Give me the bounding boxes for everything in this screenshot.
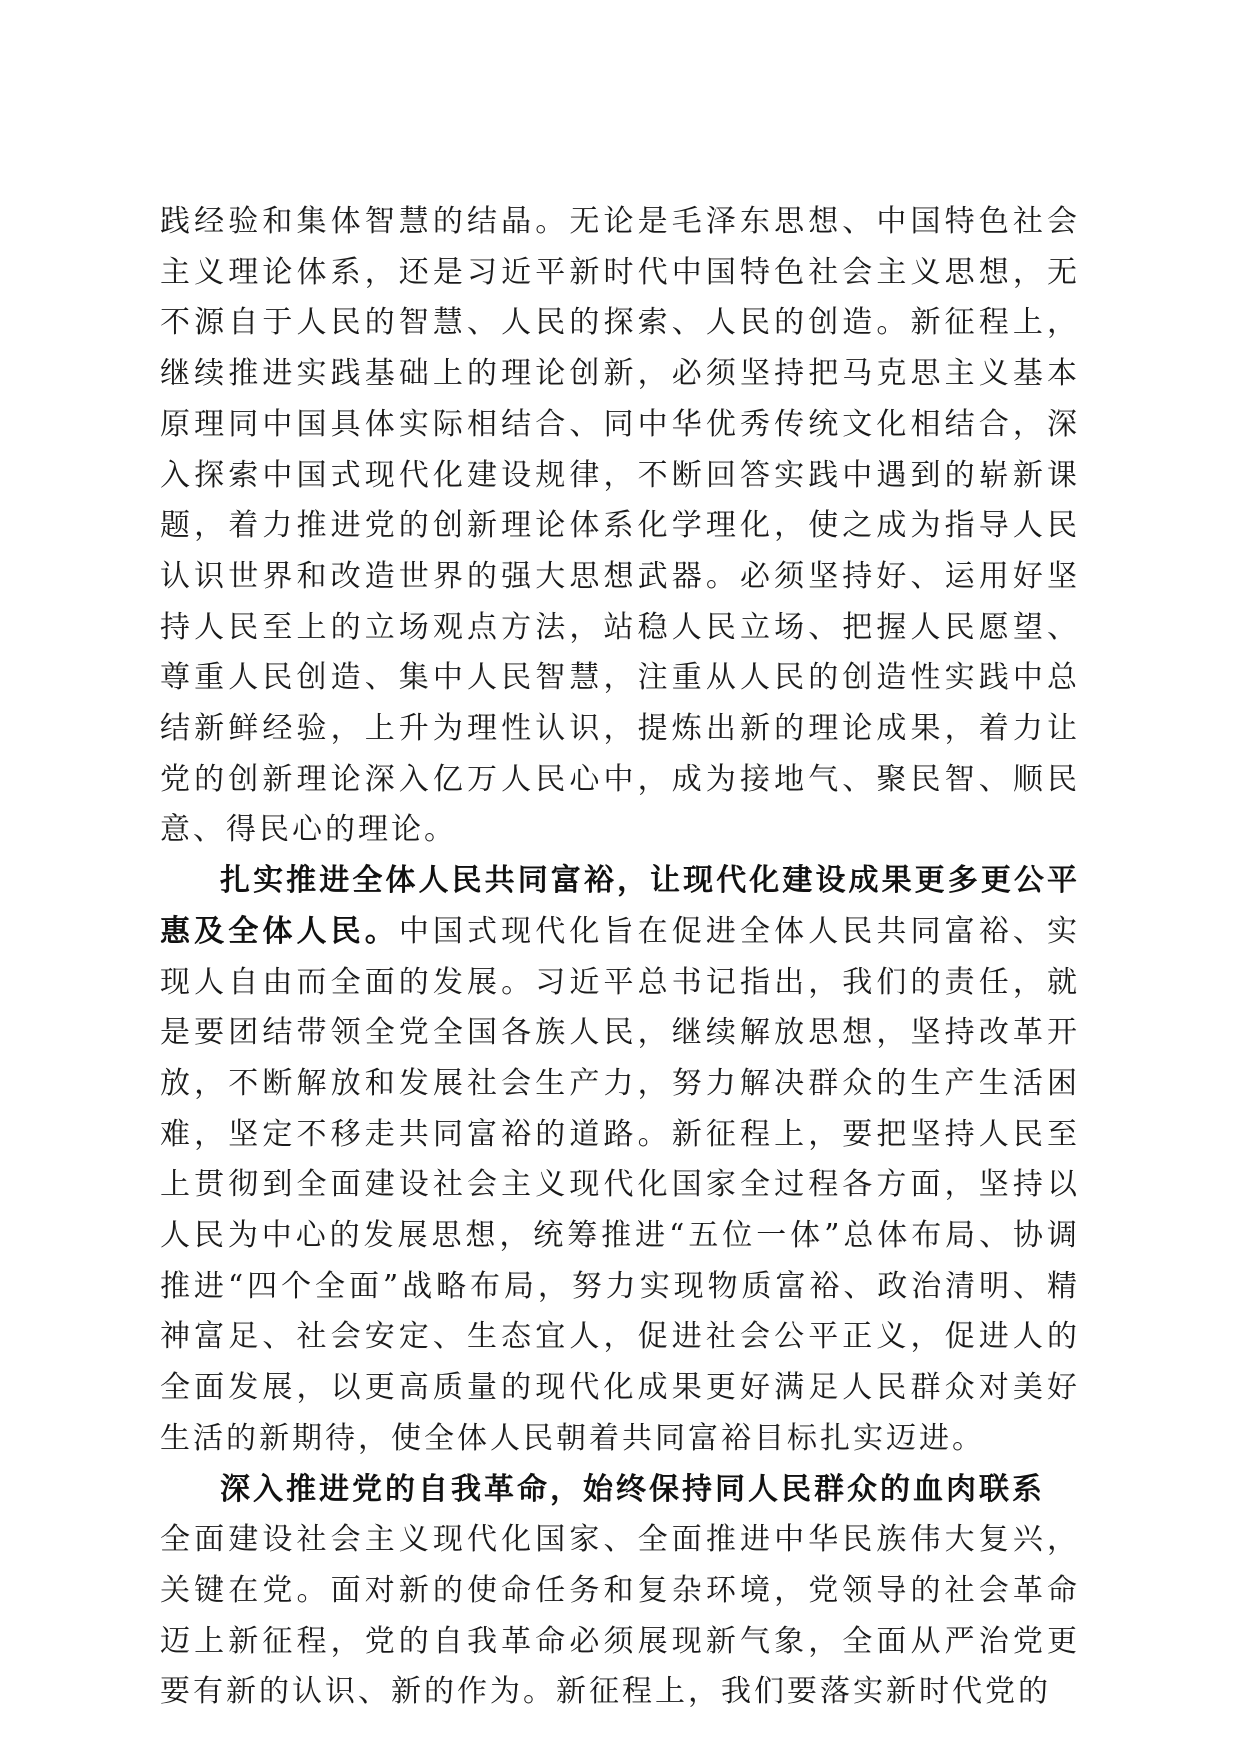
- paragraph-1: [160, 197, 1080, 856]
- paragraph-2: [160, 856, 1080, 1464]
- paragraph-2-heading: 扎实推进全体人民共同富裕，让现代化建设成果更多更公平惠及全体人民。: [160, 863, 1080, 949]
- paragraph-3: [160, 1515, 1080, 1718]
- paragraph-2-body: 中国式现代化旨在促进全体人民共同富裕、实现人自由而全面的发展。习近平总书记指出，我们的责任，就是要团结带领全党全国各族人民，继续解放思想，坚持改革开放，不断解放和发展社会生产力，努力解决群众的生产生活困难，坚定不移走共同富裕的道路。新征程上，要把坚持人民至上贯彻到全面建设社会主义现代化国家全过程各方面，坚持以人民为中心的发展思想，统筹推进“五位一体”总体布局、协调推进“四个全面”战略布局，努力实现物质富裕、政治清明、精神富足、社会安定、生态宜人，促进社会公平正义，促进人的全面发展，以更高质量的现代化成果更好满足人民群众对美好生活的新期待，使全体人民朝着共同富裕目标扎实迈进。: [160, 913, 1081, 1456]
- paragraph-3-body: 全面建设社会主义现代化国家、全面推进中华民族伟大复兴，关键在党。面对新的使命任务和复杂环境，党领导的社会革命迈上新征程，党的自我革命必须展现新气象，全面从严治党更要有新的认识、新的作为。新征程上，我们要落实新时代党的: [160, 1522, 1080, 1710]
- article-body: [160, 197, 1080, 1718]
- paragraph-1-body: 践经验和集体智慧的结晶。无论是毛泽东思想、中国特色社会主义理论体系，还是习近平新时代中国特色社会主义思想，无不源自于人民的智慧、人民的探索、人民的创造。新征程上，继续推进实践基础上的理论创新，必须坚持把马克思主义基本原理同中国具体实际相结合、同中华优秀传统文化相结合，深入探索中国式现代化建设规律，不断回答实践中遇到的崭新课题，着力推进党的创新理论体系化学理化，使之成为指导人民认识世界和改造世界的强大思想武器。必须坚持好、运用好坚持人民至上的立场观点方法，站稳人民立场、把握人民愿望、尊重人民创造、集中人民智慧，注重从人民的创造性实践中总结新鲜经验，上升为理性认识，提炼出新的理论成果，着力让党的创新理论深入亿万人民心中，成为接地气、聚民智、顺民意、得民心的理论。: [160, 204, 1080, 848]
- paragraph-3-heading: 深入推进党的自我革命，始终保持同人民群众的血肉联系: [220, 1471, 1045, 1507]
- paragraph-3-heading-line: [160, 1465, 1080, 1516]
